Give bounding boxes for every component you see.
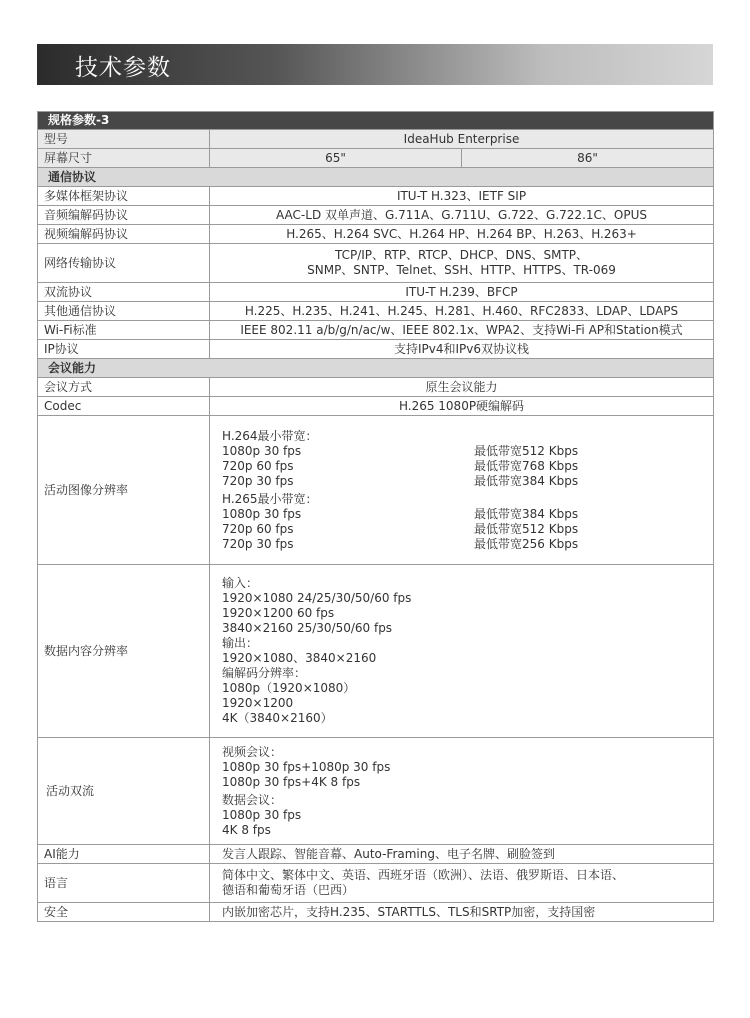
table-row (38, 845, 714, 864)
row-label: 双流协议 (38, 283, 210, 302)
model-label: 型号 (38, 130, 210, 149)
row-value: AAC-LD 双单声道、G.711A、G.711U、G.722、G.722.1C、OPUS (210, 206, 714, 225)
row-label: IP协议 (38, 340, 210, 359)
section-row-conf (38, 359, 714, 378)
table-row (38, 302, 714, 321)
input-title: 输入： (222, 576, 259, 590)
input-item: 1920×1200 60 fps (222, 606, 335, 620)
video-conf-title: 视频会议： (222, 744, 283, 759)
table-row (38, 903, 714, 922)
h265-title: H.265最小带宽： (222, 491, 318, 506)
output-item: 1920×1080、3840×2160 (222, 651, 377, 665)
row-value-line: SNMP、SNTP、Telnet、SSH、HTTP、HTTPS、TR-069 (307, 263, 616, 277)
row-value (210, 244, 714, 283)
data-conf-item: 1080p 30 fps (222, 807, 302, 822)
row-label: Codec (38, 397, 210, 416)
row-label: 多媒体框架协议 (38, 187, 210, 206)
table-row (38, 206, 714, 225)
row-label: 会议方式 (38, 378, 210, 397)
dual-stream-cell (210, 738, 714, 845)
table-row (38, 416, 714, 565)
row-value: H.265、H.264 SVC、H.264 HP、H.264 BP、H.263、H.263+ (210, 225, 714, 244)
row-value: 原生会议能力 (210, 378, 714, 397)
page-title: 技术参数 (75, 55, 171, 81)
res: 720p 30 fps (222, 473, 294, 488)
codec-item: 4K（3840×2160） (222, 711, 333, 725)
row-label: 视频编解码协议 (38, 225, 210, 244)
codec-item: 1920×1200 (222, 696, 294, 710)
data-conf-item: 4K 8 fps (222, 822, 271, 837)
row-label: 其他通信协议 (38, 302, 210, 321)
row-value: 支持IPv4和IPv6双协议栈 (210, 340, 714, 359)
section-row-comm (38, 168, 714, 187)
row-value: H.265 1080P硬编解码 (210, 397, 714, 416)
row-value: 发言人跟踪、智能音幕、Auto-Framing、电子名牌、刷脸签到 (210, 845, 714, 864)
row-label: AI能力 (38, 845, 210, 864)
h265-item (222, 507, 707, 522)
h265-item (222, 522, 707, 537)
bw: 最低带宽384 Kbps (474, 506, 579, 521)
input-item: 3840×2160 25/30/50/60 fps (222, 621, 393, 635)
table-row (38, 378, 714, 397)
lang-line: 简体中文、繁体中文、英语、西班牙语（欧洲）、法语、俄罗斯语、日本语、 (222, 868, 625, 882)
data-conf-title: 数据会议： (222, 792, 283, 807)
res: 1080p 30 fps (222, 506, 302, 521)
bw: 最低带宽512 Kbps (474, 521, 579, 536)
row-label: 活动双流 (38, 738, 210, 845)
bw: 最低带宽512 Kbps (474, 443, 579, 458)
codec-title: 编解码分辨率： (222, 666, 307, 680)
size-65: 65" (210, 149, 462, 168)
h264-item (222, 444, 707, 459)
lang-line: 德语和葡萄牙语（巴西） (222, 883, 355, 897)
table-row (38, 130, 714, 149)
model-value: IdeaHub Enterprise (210, 130, 714, 149)
table-row (38, 565, 714, 738)
row-value: ITU-T H.239、BFCP (210, 283, 714, 302)
section-title-conf: 会议能力 (38, 359, 714, 378)
row-label: 数据内容分辨率 (38, 565, 210, 738)
table-row (38, 864, 714, 903)
video-conf-item: 1080p 30 fps+1080p 30 fps (222, 759, 391, 774)
table-row (38, 283, 714, 302)
section-title-comm: 通信协议 (38, 168, 714, 187)
row-value: ITU-T H.323、IETF SIP (210, 187, 714, 206)
codec-item: 1080p（1920×1080） (222, 681, 356, 695)
row-label: 音频编解码协议 (38, 206, 210, 225)
row-label: 语言 (38, 864, 210, 903)
h264-item (222, 459, 707, 474)
size-label: 屏幕尺寸 (38, 149, 210, 168)
video-conf-item: 1080p 30 fps+4K 8 fps (222, 774, 361, 789)
row-value: 内嵌加密芯片，支持H.235、STARTTLS、TLS和SRTP加密，支持国密 (210, 903, 714, 922)
h265-item (222, 537, 707, 552)
table-row (38, 738, 714, 845)
row-label: 网络传输协议 (38, 244, 210, 283)
bw: 最低带宽256 Kbps (474, 536, 579, 551)
res: 720p 60 fps (222, 521, 294, 536)
bw: 最低带宽384 Kbps (474, 473, 579, 488)
res: 720p 60 fps (222, 458, 294, 473)
h264-title: H.264最小带宽： (222, 428, 318, 443)
row-label: Wi-Fi标准 (38, 321, 210, 340)
table-row (38, 397, 714, 416)
table-row (38, 187, 714, 206)
table-row (38, 321, 714, 340)
size-86: 86" (462, 149, 714, 168)
bw: 最低带宽768 Kbps (474, 458, 579, 473)
row-value: H.225、H.235、H.241、H.245、H.281、H.460、RFC2833、LDAP、LDAPS (210, 302, 714, 321)
res: 720p 30 fps (222, 536, 294, 551)
table-row (38, 149, 714, 168)
row-value (210, 864, 714, 903)
h264-item (222, 474, 707, 489)
video-res-cell (210, 416, 714, 565)
table-header-row (38, 112, 714, 130)
row-value-line: TCP/IP、RTP、RTCP、DHCP、DNS、SMTP、 (334, 248, 589, 262)
table-header: 规格参数-3 (38, 112, 714, 130)
row-value: IEEE 802.11 a/b/g/n/ac/w、IEEE 802.1x、WPA2、支持Wi-Fi AP和Station模式 (210, 321, 714, 340)
res: 1080p 30 fps (222, 443, 302, 458)
spec-table (37, 111, 714, 922)
table-row (38, 340, 714, 359)
data-res-cell (210, 565, 714, 738)
row-label: 活动图像分辨率 (38, 416, 210, 565)
output-title: 输出： (222, 636, 259, 650)
table-row (38, 244, 714, 283)
section-banner (37, 44, 713, 85)
row-label: 安全 (38, 903, 210, 922)
input-item: 1920×1080 24/25/30/50/60 fps (222, 591, 412, 605)
table-row (38, 225, 714, 244)
